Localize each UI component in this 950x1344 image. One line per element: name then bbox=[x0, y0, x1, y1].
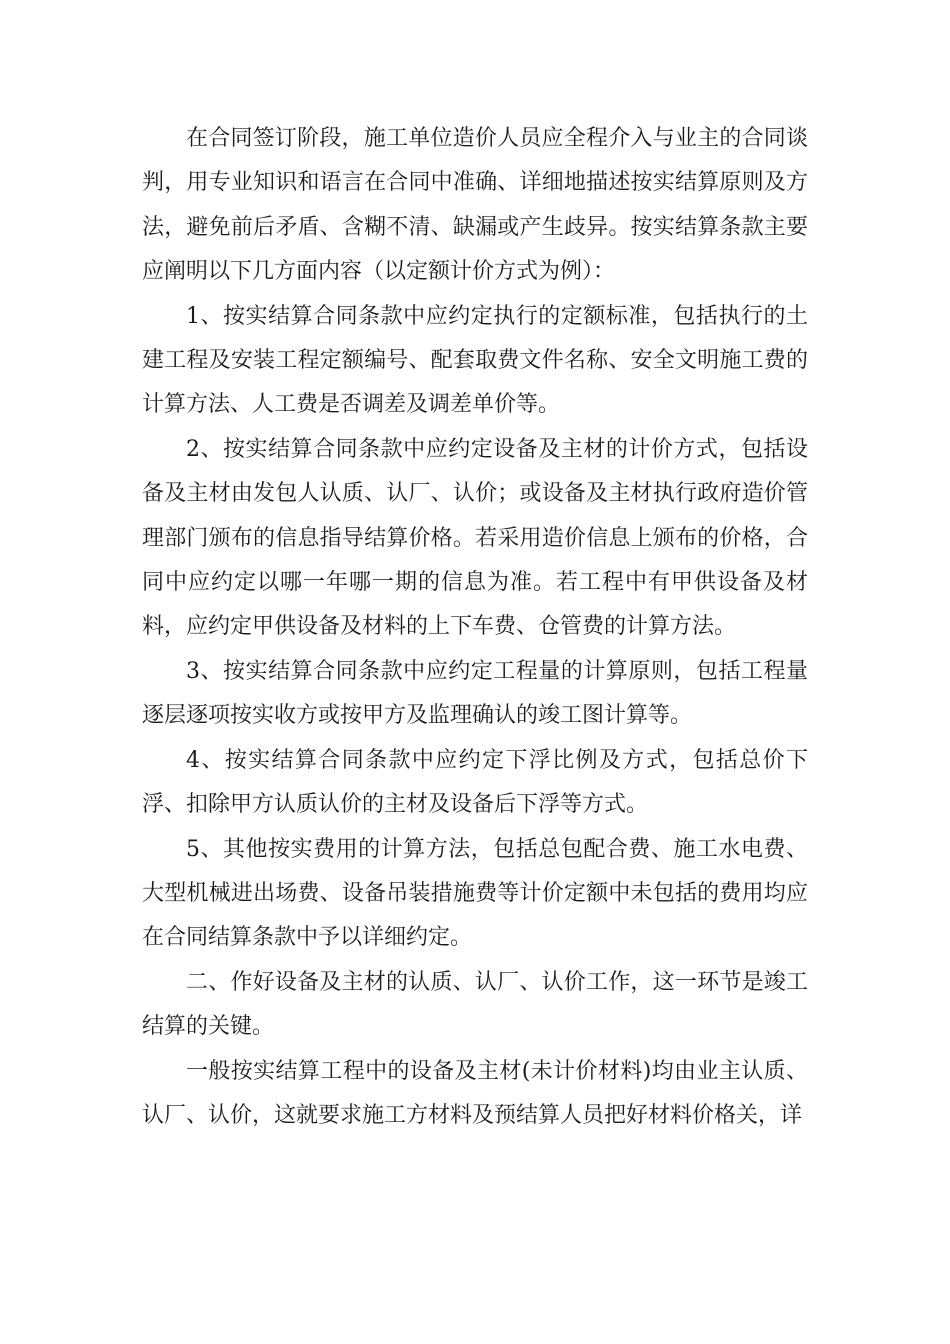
paragraph-item-1-quota-standard: 1、按实结算合同条款中应约定执行的定额标准，包括执行的土建工程及安装工程定额编号、配套取费文件名称、安全文明施工费的计算方法、人工费是否调差及调差单价等。 bbox=[142, 303, 808, 418]
paragraph-item-2-material-pricing: 2、按实结算合同条款中应约定设备及主材的计价方式，包括设备及主材由发包人认质、认厂、认价；或设备及主材执行政府造价管理部门颁布的信息指导结算价格。若采用造价信息上颁布的价格，合同中应约定以哪一年哪一期的信息为准。若工程中有甲供设备及材料，应约定甲供设备及材料的上下车费、仓管费的计算方法。 bbox=[142, 436, 808, 640]
paragraph-section-2-heading: 二、作好设备及主材的认质、认厂、认价工作，这一环节是竣工结算的关键。 bbox=[142, 969, 808, 1040]
paragraph-item-4-discount: 4、按实结算合同条款中应约定下浮比例及方式，包括总价下浮、扣除甲方认质认价的主材及设备后下浮等方式。 bbox=[142, 747, 808, 818]
paragraph-general-materials: 一般按实结算工程中的设备及主材(未计价材料)均由业主认质、认厂、认价，这就要求施工方材料及预结算人员把好材料价格关，详 bbox=[142, 1058, 808, 1128]
paragraph-contract-signing: 在合同签订阶段，施工单位造价人员应全程介入与业主的合同谈判，用专业知识和语言在合同中准确、详细地描述按实结算原则及方法，避免前后矛盾、含糊不清、缺漏或产生歧异。按实结算条款主要应阐明以下几方面内容（以定额计价方式为例）： bbox=[142, 126, 808, 285]
paragraph-item-5-other-costs: 5、其他按实费用的计算方法，包括总包配合费、施工水电费、大型机械进出场费、设备吊装措施费等计价定额中未包括的费用均应在合同结算条款中予以详细约定。 bbox=[142, 836, 808, 951]
paragraph-item-3-quantity-rules: 3、按实结算合同条款中应约定工程量的计算原则，包括工程量逐层逐项按实收方或按甲方及监理确认的竣工图计算等。 bbox=[142, 658, 808, 729]
document-body bbox=[142, 117, 808, 1138]
